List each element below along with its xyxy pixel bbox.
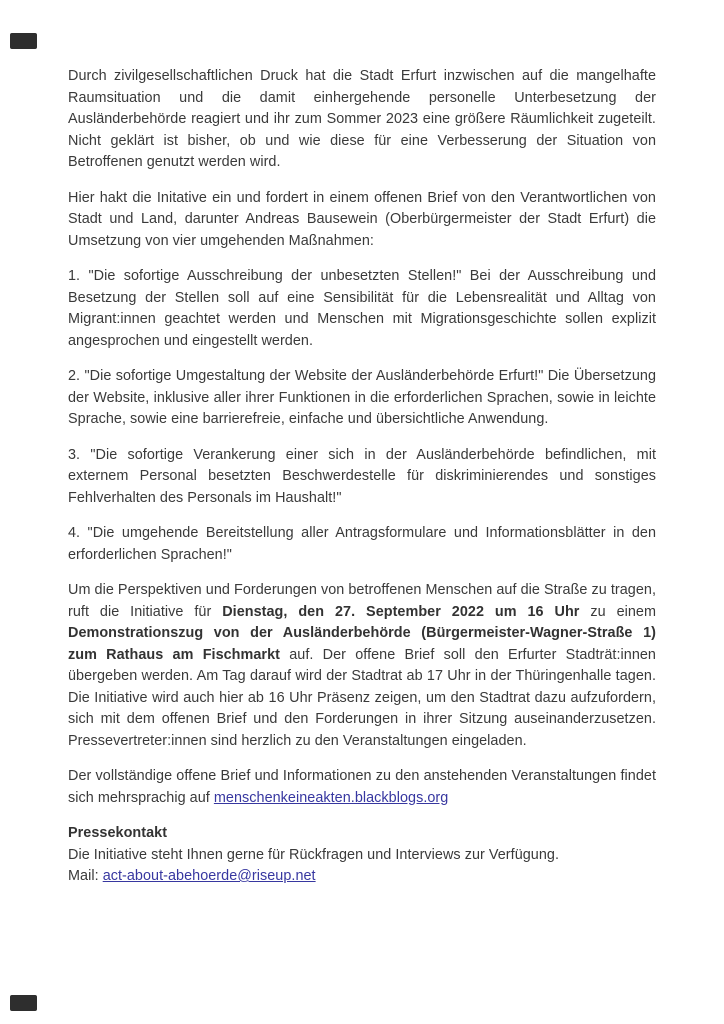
text-run: 4. "Die umgehende Bereitstellung aller Antragsformulare und Informationsblätter in den erforderlichen Sprachen!" xyxy=(68,525,656,563)
paragraph-massnahme-1 xyxy=(68,266,656,352)
blog-link[interactable]: menschenkeineakten.blackblogs.org xyxy=(213,789,449,806)
demo-date-bold: Dienstag, den 27. September 2022 um 16 Uhr xyxy=(222,603,580,620)
text-run: zu einem xyxy=(579,603,657,620)
paragraph-massnahme-4 xyxy=(68,523,656,566)
text-run: 1. "Die sofortige Ausschreibung der unbesetzten Stellen!" Bei der Ausschreibung und Besetzung der Stellen soll auf eine Sensibilität für die Lebensrealität und Alltag von Migrant:innen geachtet werden und Menschen mit Migrationsgeschichte sollen explizit angesprochen und eingestellt werden. xyxy=(68,268,656,349)
paragraph-pressekontakt xyxy=(68,823,656,888)
paragraph-massnahme-2 xyxy=(68,366,656,431)
text-run: Die Initiative steht Ihnen gerne für Rückfragen und Interviews zur Verfügung. xyxy=(68,846,560,863)
pressekontakt-heading: Pressekontakt xyxy=(68,825,168,841)
demo-route-bold: Demonstrationszug von der Ausländerbehörde (Bürgermeister-Wagner-Straße 1) zum Rathaus am Fischmarkt xyxy=(68,625,656,663)
text-run: Der vollständige offene Brief und Informationen zu den anstehenden Veranstaltungen findet sich mehrsprachig auf xyxy=(68,768,656,806)
text-run: Hier hakt die Initative ein und fordert in einem offenen Brief von den Verantwortlichen von Stadt und Land, darunter Andreas Bausewein (Oberbürgermeister der Stadt Erfurt) die Umsetzung von vier umgehenden Maßnahmen: xyxy=(68,189,656,249)
text-run: 2. "Die sofortige Umgestaltung der Website der Ausländerbehörde Erfurt!" Die Übersetzung der Website, inklusive aller ihrer Funktionen in die erforderlichen Sprachen, sowie in leichte Sprache, sowie eine barrierefreie, einfache und übersichtliche Anwendung. xyxy=(68,368,656,427)
paragraph-demonstration xyxy=(68,580,656,752)
paragraph-offener-brief xyxy=(68,188,656,253)
corner-mark-bottom-icon xyxy=(10,995,37,1011)
text-run: 3. "Die sofortige Verankerung einer sich in der Ausländerbehörde befindlichen, mit externem Personal besetzten Beschwerdestelle für diskriminierendes und sonstiges Fehlverhalten des Personals im Haushalt!" xyxy=(68,446,656,506)
paragraph-weblink xyxy=(68,766,656,809)
text-run: Durch zivilgesellschaftlichen Druck hat die Stadt Erfurt inzwischen auf die mangelhafte Raumsituation und die damit einhergehende personelle Unterbesetzung der Ausländerbehörde reagiert und ihr zum Sommer 2023 eine größere Räumlichkeit zugeteilt. Nicht geklärt ist bisher, ob und wie diese für eine Verbesserung der Situation von Betroffenen genutzt werden wird. xyxy=(68,68,656,170)
document-body xyxy=(68,66,656,902)
text-run: auf. Der offene Brief soll den Erfurter Stadträt:innen übergeben werden. Am Tag darauf wird der Stadtrat ab 17 Uhr in der Thüringenhalle tagen. Die Initiative wird auch hier ab 16 Uhr Präsenz zeigen, um den Stadtrat dazu aufzufordern, sich mit dem offenen Brief und den Forderungen in ihrer Sitzung auseinanderzusetzen. Pressevertreter:innen sind herzlich zu den Veranstaltungen eingeladen. xyxy=(68,646,656,749)
text-run: Mail: xyxy=(68,868,103,884)
press-email-link[interactable]: act-about-abehoerde@riseup.net xyxy=(102,868,316,884)
paragraph-massnahme-3 xyxy=(68,445,656,510)
text-run: Um die Perspektiven und Forderungen von betroffenen Menschen auf die Straße zu tragen, ruft die Initiative für xyxy=(68,582,657,620)
paragraph-raumsituation xyxy=(68,66,656,174)
corner-mark-top-icon xyxy=(10,33,37,49)
